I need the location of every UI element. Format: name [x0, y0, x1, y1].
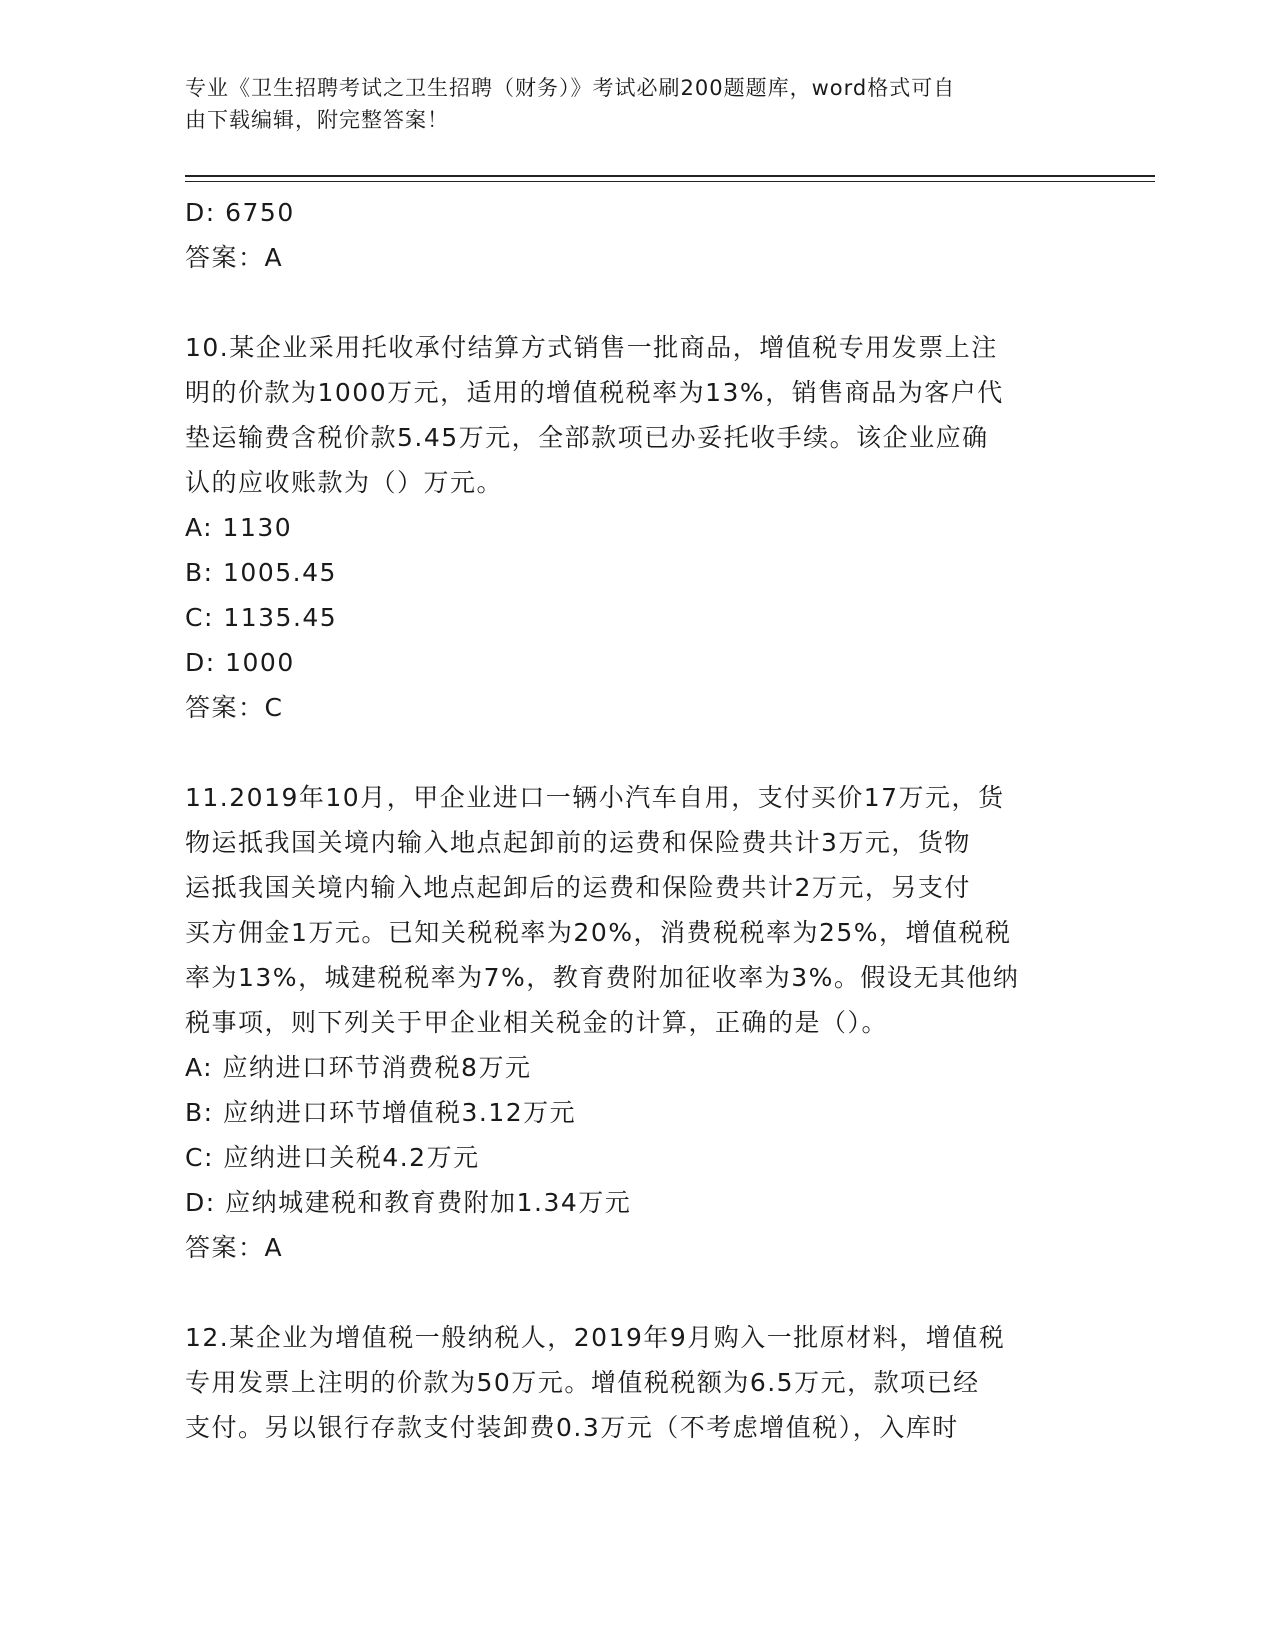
q11-stem-line: 物运抵我国关境内输入地点起卸前的运费和保险费共计3万元，货物 — [185, 828, 971, 857]
q11-option-d: D: 应纳城建税和教育费附加1.34万元 — [185, 1188, 632, 1217]
q10-stem-line: 认的应收账款为（）万元。 — [185, 468, 504, 497]
q10-stem-line: 10.某企业采用托收承付结算方式销售一批商品，增值税专用发票上注 — [185, 333, 998, 362]
document-body — [185, 190, 1085, 1450]
q10-option-b: B: 1005.45 — [185, 558, 337, 587]
q11-stem-line: 买方佣金1万元。已知关税税率为20%，消费税税率为25%，增值税税 — [185, 918, 1012, 947]
header-line-2: 由下载编辑，附完整答案！ — [185, 108, 449, 132]
q11-stem-line: 税事项，则下列关于甲企业相关税金的计算，正确的是（）。 — [185, 1008, 889, 1037]
header-line-1: 专业《卫生招聘考试之卫生招聘（财务）》考试必刷200题题库，word格式可自 — [185, 76, 956, 100]
prev-answer: 答案：A — [185, 243, 284, 272]
q11-option-b: B: 应纳进口环节增值税3.12万元 — [185, 1098, 577, 1127]
q10-option-d: D: 1000 — [185, 648, 295, 677]
header-rule-thin — [185, 181, 1155, 182]
q11-option-a: A: 应纳进口环节消费税8万元 — [185, 1053, 532, 1082]
q11-stem-line: 率为13%，城建税税率为7%，教育费附加征收率为3%。假设无其他纳 — [185, 963, 1020, 992]
question-12 — [185, 1315, 1085, 1450]
spacer — [185, 280, 1085, 325]
q11-answer: 答案：A — [185, 1233, 284, 1262]
q10-stem-line: 垫运输费含税价款5.45万元，全部款项已办妥托收手续。该企业应确 — [185, 423, 989, 452]
q12-stem-line: 12.某企业为增值税一般纳税人，2019年9月购入一批原材料，增值税 — [185, 1323, 1006, 1352]
q12-stem-line: 支付。另以银行存款支付装卸费0.3万元（不考虑增值税），入库时 — [185, 1413, 959, 1442]
q10-option-c: C: 1135.45 — [185, 603, 338, 632]
q10-stem-line: 明的价款为1000万元，适用的增值税税率为13%，销售商品为客户代 — [185, 378, 1004, 407]
q11-stem-line: 运抵我国关境内输入地点起卸后的运费和保险费共计2万元，另支付 — [185, 873, 971, 902]
question-10 — [185, 325, 1085, 730]
q10-answer: 答案：C — [185, 693, 284, 722]
header-rule-thick — [185, 175, 1155, 177]
spacer — [185, 1270, 1085, 1315]
page-header — [185, 72, 1065, 136]
q12-stem-line: 专用发票上注明的价款为50万元。增值税税额为6.5万元，款项已经 — [185, 1368, 980, 1397]
q11-option-c: C: 应纳进口关税4.2万元 — [185, 1143, 480, 1172]
q11-stem-line: 11.2019年10月，甲企业进口一辆小汽车自用，支付买价17万元，货 — [185, 783, 1005, 812]
question-11 — [185, 775, 1085, 1270]
spacer — [185, 730, 1085, 775]
prev-option-d: D: 6750 — [185, 198, 295, 227]
q10-option-a: A: 1130 — [185, 513, 293, 542]
